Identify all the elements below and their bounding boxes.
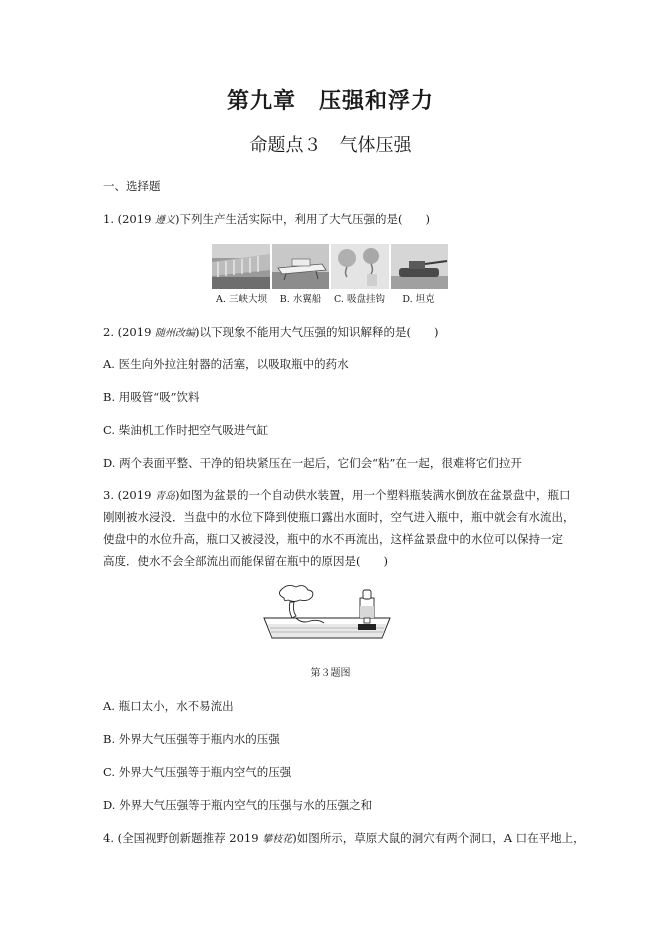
q3-line-1: )如图为盆景的一个自动供水装置，用一个塑料瓶装满水倒放在盆景盘中，瓶口 bbox=[175, 488, 571, 502]
hydrofoil-image bbox=[272, 244, 330, 289]
q3-option-c: C. 外界大气压强等于瓶内空气的压强 bbox=[103, 765, 292, 779]
q3-option-d: D. 外界大气压强等于瓶内空气的压强与水的压强之和 bbox=[103, 798, 373, 812]
q1-image-strip bbox=[212, 244, 448, 289]
suction-hook-image bbox=[331, 244, 389, 289]
bonsai-water-device-figure bbox=[262, 584, 392, 644]
q4-text: )如图所示，草原犬鼠的洞穴有两个洞口，A 口在平地上， bbox=[292, 831, 585, 845]
caption-c: C. 吸盘挂钩 bbox=[334, 294, 385, 305]
caption-a: A. 三峡大坝 bbox=[216, 294, 267, 305]
q1-prefix: 1. (2019 bbox=[103, 212, 156, 226]
caption-b: B. 水翼船 bbox=[279, 294, 322, 305]
q3-line-4: 高度．使水不会全部流出而能保留在瓶中的原因是( ) bbox=[103, 554, 388, 568]
section-heading: 一、选择题 bbox=[103, 179, 161, 193]
section-subtitle: 命题点３ 气体压强 bbox=[249, 135, 412, 156]
q3-prefix: 3. (2019 bbox=[103, 488, 156, 502]
q4-prefix: 4. (全国视野创新题推荐 2019 bbox=[103, 831, 263, 845]
q2-prefix: 2. (2019 bbox=[103, 325, 156, 339]
caption-d: D. 坦克 bbox=[402, 294, 435, 305]
tank-image bbox=[391, 244, 449, 289]
q3-line-3: 使盘中的水位升高，瓶口又被浸没，瓶中的水不再流出，这样盆景盘中的水位可以保持一定 bbox=[103, 532, 563, 546]
q2-option-c: C. 柴油机工作时把空气吸进气缸 bbox=[103, 423, 269, 437]
q2-source: 随州改编 bbox=[155, 328, 196, 339]
question-1 bbox=[103, 211, 430, 227]
figure-caption: 第３题图 bbox=[310, 668, 351, 679]
q2-option-a: A. 医生向外拉注射器的活塞，以吸取瓶中的药水 bbox=[103, 357, 349, 371]
q1-captions bbox=[212, 291, 448, 305]
q2-text: )以下现象不能用大气压强的知识解释的是( ) bbox=[195, 325, 439, 339]
question-2 bbox=[103, 324, 439, 340]
q2-option-d: D. 两个表面平整、干净的铅块紧压在一起后，它们会“粘”在一起，很难将它们拉开 bbox=[103, 456, 522, 470]
chapter-title: 第九章 压强和浮力 bbox=[226, 89, 434, 114]
q2-option-b: B. 用吸管“吸”饮料 bbox=[103, 390, 200, 404]
q3-option-b: B. 外界大气压强等于瓶内水的压强 bbox=[103, 732, 280, 746]
q3-source: 青岛 bbox=[155, 491, 176, 502]
dam-image bbox=[212, 244, 270, 289]
q1-text: )下列生产生活实际中，利用了大气压强的是( ) bbox=[175, 212, 431, 226]
question-4 bbox=[103, 830, 585, 846]
question-3 bbox=[103, 487, 571, 503]
q4-source: 攀枝花 bbox=[262, 834, 293, 845]
q3-line-2: 刚刚被水浸没．当盘中的水位下降到使瓶口露出水面时，空气进入瓶中，瓶中就会有水流出， bbox=[103, 510, 575, 524]
q1-source: 遵义 bbox=[155, 215, 176, 226]
q3-option-a: A. 瓶口太小，水不易流出 bbox=[103, 699, 234, 713]
